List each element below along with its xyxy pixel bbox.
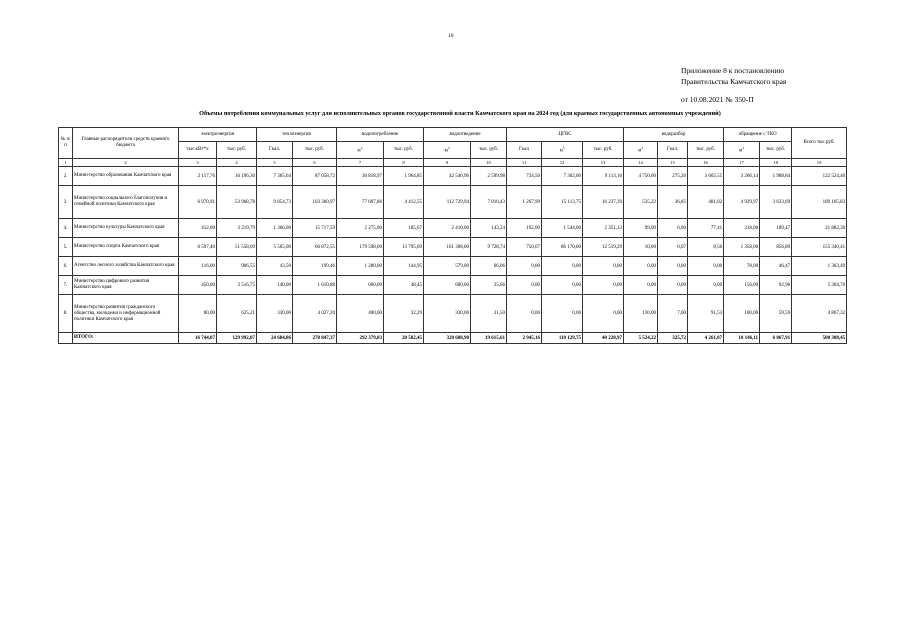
row-value: 275,20 xyxy=(658,167,688,186)
unit-header: Гкал xyxy=(507,142,542,159)
group-header-hot-water: ЦГВС xyxy=(507,128,624,142)
row-value: 0,00 xyxy=(542,276,583,295)
row-value: 15 717,59 xyxy=(293,219,337,238)
column-number: 5 xyxy=(257,159,293,167)
total-value: 6 867,91 xyxy=(760,333,792,344)
table-row xyxy=(59,186,847,219)
row-value: 6,00 xyxy=(658,219,688,238)
row-number: 5. xyxy=(59,238,73,257)
row-value: 46,47 xyxy=(760,257,792,276)
row-value: 87 058,72 xyxy=(293,167,337,186)
table-row xyxy=(59,167,847,186)
row-value: 1 358,00 xyxy=(724,238,760,257)
row-value: 1 267,99 xyxy=(507,186,542,219)
row-value: 112 729,94 xyxy=(424,186,471,219)
row-value: 35,66 xyxy=(471,276,507,295)
row-name: Министерство образования Камчатского края xyxy=(73,167,179,186)
row-value: 77,41 xyxy=(688,219,724,238)
table-row xyxy=(59,219,847,238)
row-value: 0,00 xyxy=(688,257,724,276)
row-value: 92,96 xyxy=(760,276,792,295)
row-value: 86 170,00 xyxy=(542,238,583,257)
row-value: 7,00 xyxy=(658,295,688,333)
row-value: 32,29 xyxy=(384,295,424,333)
row-value: 6 597,40 xyxy=(179,238,217,257)
unit-header: $м^3$ xyxy=(424,142,471,159)
total-label: ИТОГО: xyxy=(73,333,179,344)
document-title: Объемы потребления коммунальных услуг для исполнительных органов государственной власти Камчатского края на 2024 год (для краевых государственных автономных учреждений) xyxy=(199,110,721,117)
row-value: 535,22 xyxy=(624,186,658,219)
column-number: 9 xyxy=(424,159,471,167)
row-value: 0,00 xyxy=(658,257,688,276)
row-value: 13 795,69 xyxy=(384,238,424,257)
row-value: 4 929,97 xyxy=(724,186,760,219)
table-row xyxy=(59,295,847,333)
row-value: 1 363,49 xyxy=(792,257,847,276)
row-value: 4 027,20 xyxy=(293,295,337,333)
row-number: 6. xyxy=(59,257,73,276)
row-value: 0,00 xyxy=(688,276,724,295)
row-value: 30 818,97 xyxy=(337,167,384,186)
total-value: 320 688,90 xyxy=(424,333,471,344)
column-number: 10 xyxy=(471,159,507,167)
total-value: 24 684,86 xyxy=(257,333,293,344)
row-number: 3. xyxy=(59,186,73,219)
row-number: 7. xyxy=(59,276,73,295)
row-value: 156,00 xyxy=(724,276,760,295)
row-value: 48,45 xyxy=(384,276,424,295)
row-value: 1 610,88 xyxy=(293,276,337,295)
unit-header: тыс. руб. xyxy=(217,142,257,159)
row-value: 0,00 xyxy=(624,276,658,295)
row-name: Министерство культуры Камчатского края xyxy=(73,219,179,238)
row-value: 1 280,00 xyxy=(337,257,384,276)
row-value: 856,89 xyxy=(760,238,792,257)
column-number-row xyxy=(59,159,847,167)
row-value: 122 524,40 xyxy=(792,167,847,186)
row-value: 53 968,78 xyxy=(217,186,257,219)
row-value: 4 412,55 xyxy=(384,186,424,219)
row-value: 318,00 xyxy=(724,219,760,238)
row-value: 15 113,75 xyxy=(542,186,583,219)
row-value: 7 010,43 xyxy=(471,186,507,219)
row-value: 5 565,00 xyxy=(257,238,293,257)
column-number: 16 xyxy=(688,159,724,167)
row-name: Министерство социального благополучия и семейной политики Камчатского края xyxy=(73,186,179,219)
row-value: 330,00 xyxy=(424,295,471,333)
column-number: 11 xyxy=(507,159,542,167)
row-value: 1 988,84 xyxy=(760,167,792,186)
consumption-table xyxy=(58,127,847,344)
row-value: 906,55 xyxy=(217,257,257,276)
row-value: 12 519,29 xyxy=(583,238,624,257)
row-value: 10,00 xyxy=(624,238,658,257)
row-value: 0,00 xyxy=(583,295,624,333)
row-value: 16 196,30 xyxy=(217,167,257,186)
total-value: 325,72 xyxy=(658,333,688,344)
row-value: 481,02 xyxy=(688,186,724,219)
row-value: 199,46 xyxy=(293,257,337,276)
column-number: 12 xyxy=(542,159,583,167)
row-value: 734,50 xyxy=(507,167,542,186)
row-name: Министерство спорта Камчатского края xyxy=(73,238,179,257)
row-value: 7 365,64 xyxy=(257,167,293,186)
row-value: 2 599,98 xyxy=(471,167,507,186)
group-header-solid-waste: обращение с ТКО xyxy=(724,128,792,142)
column-number: 19 xyxy=(792,159,847,167)
unit-header: $м^3$ xyxy=(724,142,760,159)
column-number: 17 xyxy=(724,159,760,167)
table-row xyxy=(59,276,847,295)
group-header-heat: теплоэнергия xyxy=(257,128,337,142)
total-value: 4 261,07 xyxy=(688,333,724,344)
total-value: 19 615,61 xyxy=(471,333,507,344)
total-value: 110 129,75 xyxy=(542,333,583,344)
row-name: Министерство цифрового развития Камчатского края xyxy=(73,276,179,295)
row-value: 77 607,86 xyxy=(337,186,384,219)
row-value: 9 113,16 xyxy=(583,167,624,186)
appendix-line-2: Правительства Камчатского края xyxy=(681,76,787,86)
column-number: 14 xyxy=(624,159,658,167)
row-value: 4 750,00 xyxy=(624,167,658,186)
header-row-groups xyxy=(59,128,847,142)
unit-header: Гкал. xyxy=(257,142,293,159)
row-value: 400,00 xyxy=(337,295,384,333)
appendix-block xyxy=(681,66,786,106)
row-value: 42 540,96 xyxy=(424,167,471,186)
unit-header: тыс.кВт*ч xyxy=(179,142,217,159)
row-value: 0,00 xyxy=(507,295,542,333)
row-value: 116,00 xyxy=(179,257,217,276)
total-value: 20 582,45 xyxy=(384,333,424,344)
row-value: 600,00 xyxy=(424,276,471,295)
unit-header: $м^3$ xyxy=(337,142,384,159)
row-value: 9 854,73 xyxy=(257,186,293,219)
row-value: 7 302,00 xyxy=(542,167,583,186)
page-number: 10 xyxy=(448,33,454,39)
row-value: 143,24 xyxy=(471,219,507,238)
row-name: Министерство развития гражданского общества, молодежи и информационной политики Камчатского края xyxy=(73,295,179,333)
col-header-no: № п/п xyxy=(59,128,73,159)
row-value: 2 117,76 xyxy=(179,167,217,186)
appendix-line-1: Приложение 8 к постановлению xyxy=(681,66,785,75)
row-value: 3 516,75 xyxy=(217,276,257,295)
row-value: 579,00 xyxy=(424,257,471,276)
row-value: 161 308,00 xyxy=(424,238,471,257)
row-value: 91,53 xyxy=(688,295,724,333)
total-value: 5 524,22 xyxy=(624,333,658,344)
column-number: 15 xyxy=(658,159,688,167)
total-value: 278 847,37 xyxy=(293,333,337,344)
row-value: 51 558,69 xyxy=(217,238,257,257)
unit-header: тыс. руб. xyxy=(293,142,337,159)
row-number: 2. xyxy=(59,167,73,186)
row-value: 412,00 xyxy=(179,219,217,238)
total-value: 40 220,97 xyxy=(583,333,624,344)
row-value: 9 728,74 xyxy=(471,238,507,257)
row-value: 3 633,69 xyxy=(760,186,792,219)
unit-header: тыс. руб. xyxy=(688,142,724,159)
row-value: 0,67 xyxy=(658,238,688,257)
row-value: 189 105,83 xyxy=(792,186,847,219)
column-number: 3 xyxy=(179,159,217,167)
row-value: 0,00 xyxy=(507,257,542,276)
row-value: 8,56 xyxy=(688,238,724,257)
row-value: 192,00 xyxy=(507,219,542,238)
column-number: 13 xyxy=(583,159,624,167)
row-value: 0,00 xyxy=(542,257,583,276)
column-number: 18 xyxy=(760,159,792,167)
row-value: 43,50 xyxy=(257,257,293,276)
row-value: 100,00 xyxy=(724,295,760,333)
row-value: 600,00 xyxy=(337,276,384,295)
row-value: 450,00 xyxy=(179,276,217,295)
row-value: 21 882,30 xyxy=(792,219,847,238)
row-value: 189,47 xyxy=(760,219,792,238)
row-value: 3 602,55 xyxy=(688,167,724,186)
column-number: 8 xyxy=(384,159,424,167)
row-value: 0,00 xyxy=(624,257,658,276)
row-value: 0,00 xyxy=(583,276,624,295)
row-name: Агентство лесного хозяйства Камчатского края xyxy=(73,257,179,276)
total-value: 129 992,07 xyxy=(217,333,257,344)
unit-header: $м^3$ xyxy=(542,142,583,159)
column-number: 1 xyxy=(59,159,73,167)
row-value: 0,00 xyxy=(542,295,583,333)
row-value: 66 872,55 xyxy=(293,238,337,257)
row-value: 1 544,00 xyxy=(542,219,583,238)
row-value: 2 275,00 xyxy=(337,219,384,238)
total-row xyxy=(59,333,847,344)
row-number: 4. xyxy=(59,219,73,238)
total-value: 16 744,07 xyxy=(179,333,217,344)
table-row xyxy=(59,257,847,276)
unit-header: тыс. руб. xyxy=(760,142,792,159)
row-value: 99,00 xyxy=(624,219,658,238)
column-number: 6 xyxy=(293,159,337,167)
unit-header: тыс. руб. xyxy=(471,142,507,159)
row-value: 66,06 xyxy=(471,257,507,276)
unit-header: тыс. руб. xyxy=(384,142,424,159)
row-value: 1 964,85 xyxy=(384,167,424,186)
row-value: 625,21 xyxy=(217,295,257,333)
row-value: 144,95 xyxy=(384,257,424,276)
total-value: 292 379,83 xyxy=(337,333,384,344)
col-header-total: Всего тыс.руб. xyxy=(792,128,847,159)
group-header-water-supply: водопотребление xyxy=(337,128,424,142)
row-value: 4 867,32 xyxy=(792,295,847,333)
row-value: 179 598,00 xyxy=(337,238,384,257)
row-number: 8. xyxy=(59,295,73,333)
row-value: 0,00 xyxy=(507,276,542,295)
column-number: 7 xyxy=(337,159,384,167)
row-value: 6 970,91 xyxy=(179,186,217,219)
row-value: 80,00 xyxy=(179,295,217,333)
row-value: 1 366,00 xyxy=(257,219,293,238)
row-value: 5 304,70 xyxy=(792,276,847,295)
row-value: 750,67 xyxy=(507,238,542,257)
col-header-name: Главные распорядители средств краевого бюджета xyxy=(73,128,179,159)
row-value: 185,67 xyxy=(384,219,424,238)
appendix-date: от 10.08.2021 № 350-П xyxy=(681,95,754,104)
row-value: 140,00 xyxy=(257,276,293,295)
row-value: 78,00 xyxy=(724,257,760,276)
row-value: 330,00 xyxy=(257,295,293,333)
row-value: 0,00 xyxy=(583,257,624,276)
column-number: 4 xyxy=(217,159,257,167)
row-value: 130,00 xyxy=(624,295,658,333)
table-row xyxy=(59,238,847,257)
row-value: 36,85 xyxy=(658,186,688,219)
row-value: 3 206,14 xyxy=(724,167,760,186)
row-value: 16 237,39 xyxy=(583,186,624,219)
total-value: 10 146,11 xyxy=(724,333,760,344)
row-value: 31,50 xyxy=(471,295,507,333)
total-value: 500 388,45 xyxy=(792,333,847,344)
row-value: 59,59 xyxy=(760,295,792,333)
row-value: 155 340,41 xyxy=(792,238,847,257)
group-header-electricity: электроэнергия xyxy=(179,128,257,142)
row-value: 3 219,79 xyxy=(217,219,257,238)
row-value: 0,00 xyxy=(658,276,688,295)
row-value: 103 360,97 xyxy=(293,186,337,219)
group-header-water-intake: водоразбор xyxy=(624,128,724,142)
row-value: 2 410,00 xyxy=(424,219,471,238)
total-value: 2 945,16 xyxy=(507,333,542,344)
group-header-sewerage: водоотведение xyxy=(424,128,507,142)
unit-header: $м^3$ xyxy=(624,142,658,159)
unit-header: Гкал. xyxy=(658,142,688,159)
row-value: 2 351,13 xyxy=(583,219,624,238)
column-number: 2 xyxy=(73,159,179,167)
unit-header: тыс. руб. xyxy=(583,142,624,159)
total-empty-cell xyxy=(59,333,73,344)
